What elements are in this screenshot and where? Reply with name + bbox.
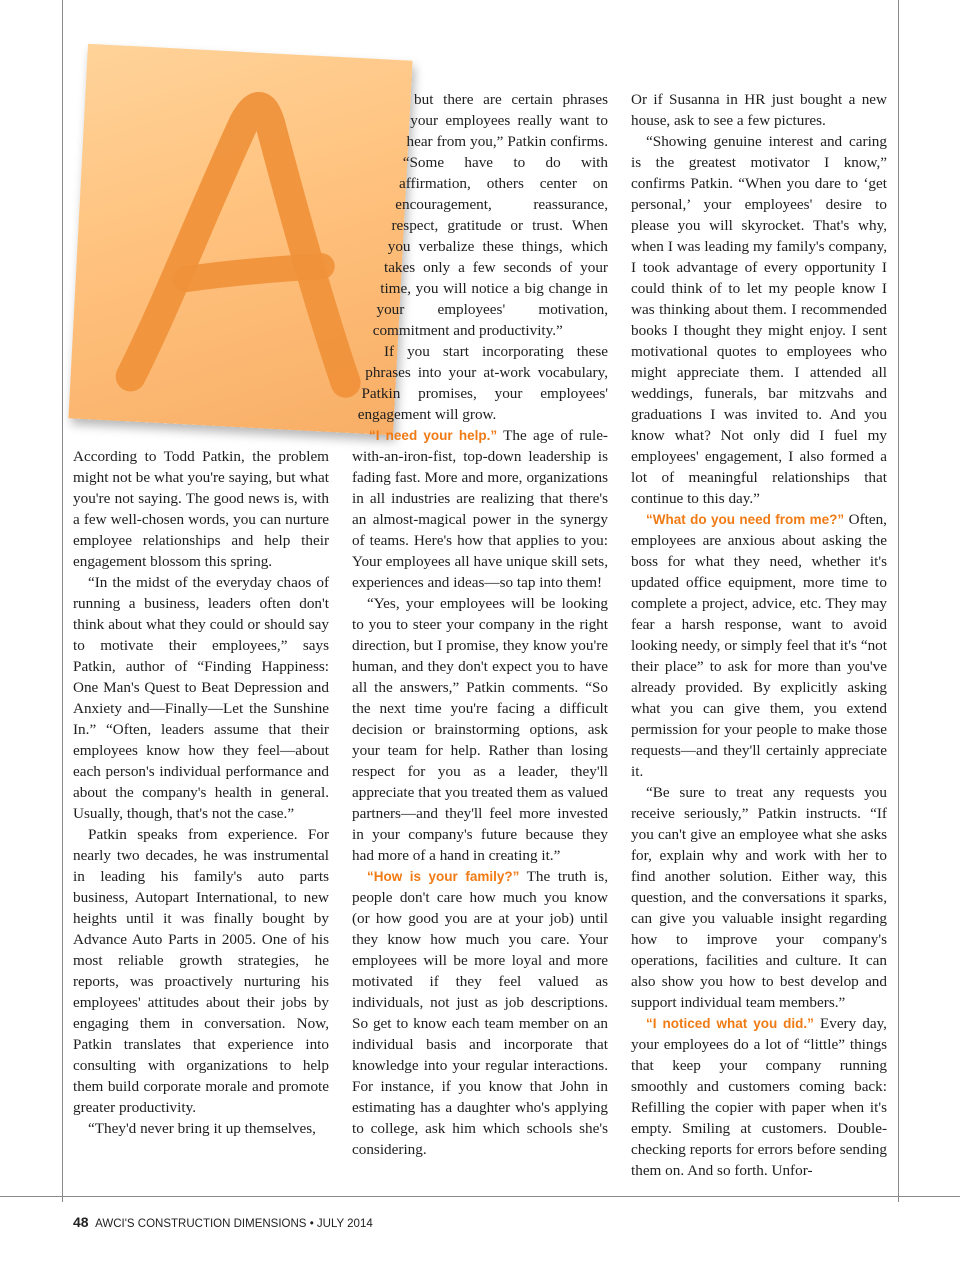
paragraph: Or if Susanna in HR just bought a new house, ask to see a few pictures. <box>631 91 887 129</box>
left-margin-rule <box>62 0 63 1202</box>
publication-name: AWCI'S CONSTRUCTION DIMENSIONS <box>95 1218 307 1230</box>
paragraph: but there are certain phrases your employees really want to hear from you,” Patkin confirms. “Some have to do with affirmation, others center on encouragement, reassurance, respect, gratitude or trust. When you verbalize these things, which takes only a few seconds of your time, you will notice a big change in your employees' motivation, commitment and productivity.” <box>372 91 608 339</box>
paragraph: “They'd never bring it up themselves, <box>88 1120 316 1137</box>
article-column-1 <box>73 446 329 1139</box>
page-footer <box>73 1214 373 1230</box>
subhead-how-is-your-family: “How is your family?” <box>367 869 520 884</box>
paragraph: Patkin speaks from experience. For nearly two decades, he was instrumental in leading his family's auto parts business, Autopart International, to new heights until it was finally bought by Advance Auto Parts in 2005. One of his most reliable growth strategies, he reports, was proactively nurturing his employees' attitudes about their jobs by engaging them in conversation. Now, Patkin translates that experience into consulting with organizations to help them build corporate morale and promote greater productivity. <box>73 826 329 1116</box>
right-margin-rule <box>898 0 899 1202</box>
paragraph: If you start incorporating these phrases into your at-work vocabulary, Patkin promises, your employees' engagement will grow. <box>357 343 608 423</box>
article-column-3 <box>631 89 887 1181</box>
subhead-i-need-your-help: “I need your help.” <box>368 428 498 443</box>
paragraph: “I noticed what you did.” Every day, your employees do a lot of “little” things that keep your company running smoothly and customers coming back: Refilling the copier with paper when it's empty. Smiling at customers. Double-checking reports for errors before sending them on. And so forth. Unfor- <box>631 1015 887 1179</box>
paragraph: According to Todd Patkin, the problem might not be what you're saying, but what you're not saying. The good news is, with a few well-chosen words, you can nurture employee relationships and help their engagement blossom this spring. <box>73 448 329 570</box>
paragraph: “Be sure to treat any requests you receive seriously,” Patkin instructs. “If you can't give an employee what she asks for, explain why and work with her to find another solution. Either way, this question, and the conversations it sparks, can give you valuable insight regarding how to improve your company's operations, facilities and culture. It can also show you how to best develop and support individual team members.” <box>631 784 887 1011</box>
issue-date: • JULY 2014 <box>309 1218 373 1230</box>
paragraph: “Showing genuine interest and caring is the greatest motivator I know,” confirms Patkin. “When you dare to ‘get personal,’ your employees' desire to please you will skyrocket. That's why, when I was leading my family's company, I took advantage of every opportunity I could think of to let my people know I was thinking about them. I recommended books I thought they might enjoy. I sent motivational quotes to employees who might appreciate them. I attended all weddings, funerals, bar mitzvahs and graduations I was invited to. And you know what? Not only did I fuel my employees' engagement, I also formed a lot of meaningful relationships that continue to this day.” <box>631 133 887 507</box>
subhead-i-noticed: “I noticed what you did.” <box>646 1016 814 1031</box>
paragraph: “What do you need from me?” Often, employees are anxious about asking the boss for what they need, whether it's updated office equipment, more time to complete a project, advice, etc. They may fear a harsh response, want to avoid looking needy, or simply feel that it's “not their place” to ask for more than you've already provided. By explicitly asking what you can give them, you extend permission for your people to make those requests—and they'll certainly appreciate it. <box>631 511 887 780</box>
article-column-2 <box>352 89 608 1160</box>
subhead-what-do-you-need: “What do you need from me?” <box>646 512 845 527</box>
footer-rule <box>0 1196 960 1197</box>
paragraph: “How is your family?” The truth is, people don't care how much you know (or how good you are at your job) until they know how much you care. Your employees will be more loyal and more motivated if they feel valued as individuals, not just as job descriptions. So get to know each team member on an individual basis and incorporate that knowledge into your regular interactions. For instance, if you know that John in estimating has a daughter who's applying to college, ask him which schools she's considering. <box>352 868 608 1158</box>
page-number: 48 <box>73 1214 89 1230</box>
paragraph: “I need your help.” The age of rule-with-an-iron-fist, top-down leadership is fading fast. More and more, organizations in all industries are realizing that there's an almost-magical power in the synergy of teams. Here's how that applies to you: Your employees all have unique skill sets, experiences and ideas—so tap into them! <box>352 427 608 591</box>
paragraph: “In the midst of the everyday chaos of running a business, leaders often don't think about what they could or should say to motivate their employees,” says Patkin, author of “Finding Happiness: One Man's Quest to Beat Depression and Anxiety and—Finally—Let the Sunshine In.” “Often, leaders assume that their employees know how they feel—about each person's individual performance and about the company's health in general. Usually, though, that's not the case.” <box>73 574 329 822</box>
paragraph: “Yes, your employees will be looking to you to steer your company in the right direction, but I promise, they know you're human, and they don't expect you to have all the answers,” Patkin comments. “So the next time you're facing a difficult decision or brainstorming options, ask your team for help. Rather than losing respect for you as a leader, they'll appreciate that you treated them as valued partners—and they'll feel more invested in your company's future because they had more of a hand in creating it.” <box>352 595 608 864</box>
